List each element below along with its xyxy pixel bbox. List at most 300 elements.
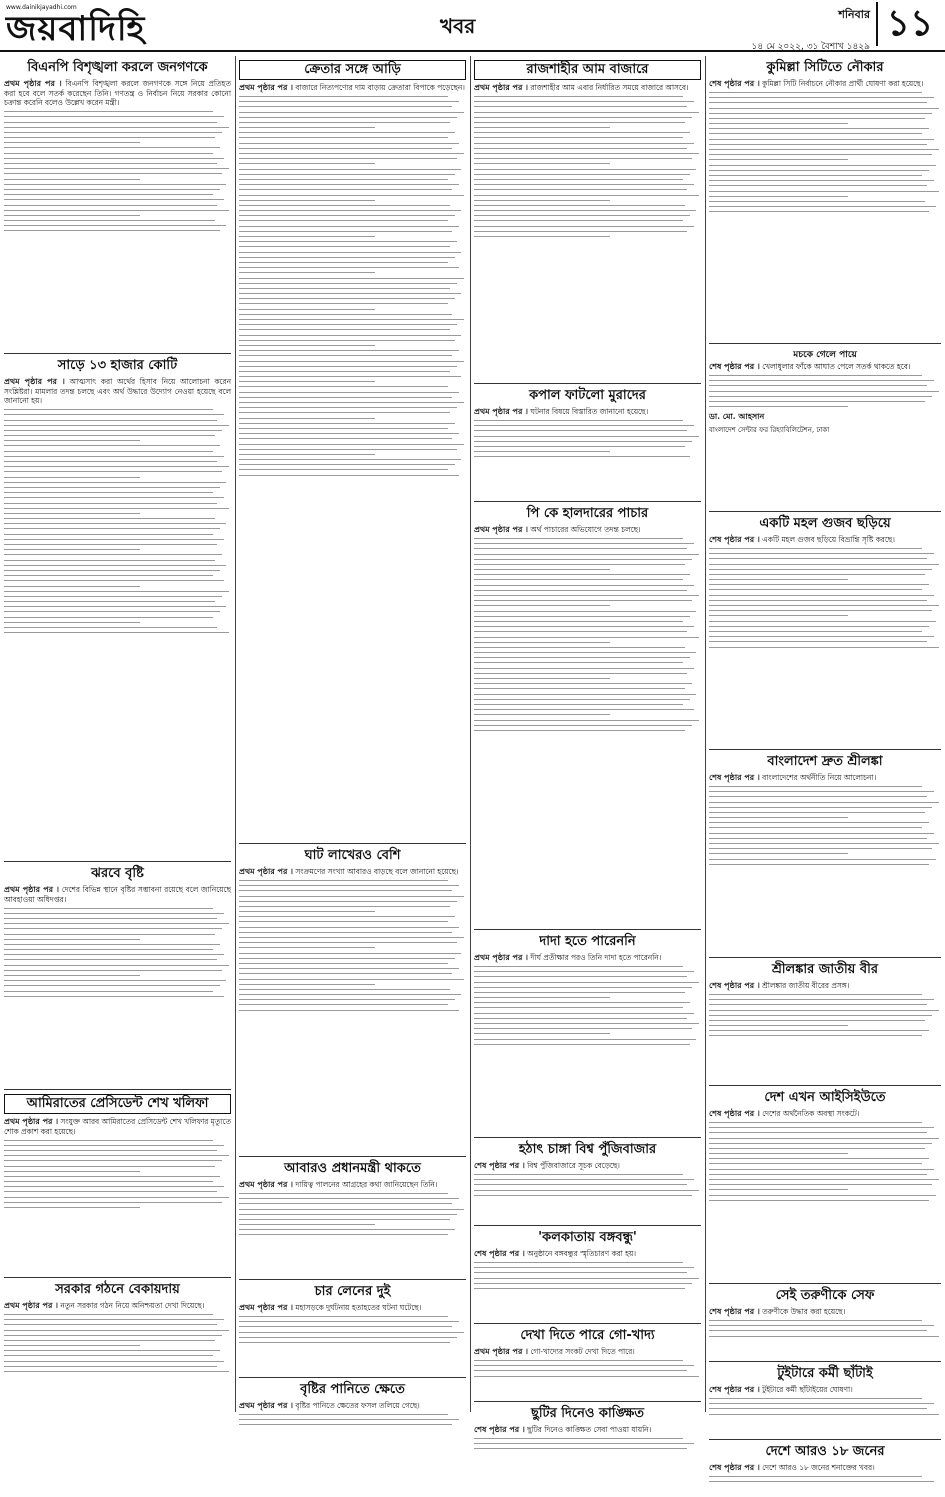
text-line: [4, 1345, 140, 1346]
text-line: [709, 1148, 925, 1149]
text-line: [474, 236, 610, 237]
article-text: দায়িত্ব পালনের আগ্রহের কথা জানিয়েছেন তিনি।: [295, 1180, 438, 1189]
text-line: [4, 580, 224, 581]
text-line: [474, 652, 696, 653]
text-line: [709, 1195, 936, 1196]
text-lines: [239, 96, 466, 476]
text-line: [474, 538, 683, 539]
text-line: [474, 1262, 683, 1263]
article[interactable]: [709, 958, 941, 1086]
article-text: একটি মহল গুজব ছড়িয়ে বিভ্রান্তি সৃষ্টি করছে।: [762, 535, 895, 544]
article[interactable]: [709, 1086, 941, 1284]
text-line: [4, 497, 224, 498]
article-lead: প্রথম পৃষ্ঠার পর ।: [239, 83, 294, 92]
text-line: [4, 451, 213, 452]
text-line: [239, 1326, 452, 1327]
text-line: [709, 1403, 934, 1404]
text-line: [709, 1004, 927, 1005]
text-line: [4, 632, 229, 633]
text-line: [4, 1350, 220, 1351]
text-line: [4, 1202, 222, 1203]
text-line: [4, 1324, 217, 1325]
text-line: [474, 1007, 683, 1008]
text-line: [239, 350, 459, 351]
text-line: [4, 199, 224, 200]
text-line: [709, 553, 934, 554]
text-line: [4, 1191, 217, 1192]
text-line: [474, 1174, 683, 1175]
text-line: [474, 694, 696, 695]
text-line: [474, 153, 699, 154]
text-line: [709, 1158, 929, 1159]
text-line: [474, 637, 699, 638]
text-line: [4, 1335, 222, 1336]
text-line: [4, 435, 215, 436]
article[interactable]: [239, 1280, 466, 1378]
text-line: [4, 534, 213, 535]
text-line: [239, 386, 448, 387]
text-line: [4, 1355, 213, 1356]
article-body: [239, 867, 466, 1011]
article[interactable]: [709, 750, 941, 958]
text-line: [239, 890, 452, 891]
text-line: [239, 1219, 450, 1220]
article-text: ঘটনার বিষয়ে বিস্তারিত জানানো হয়েছে।: [530, 407, 649, 416]
article[interactable]: [709, 1362, 941, 1440]
article[interactable]: [474, 1138, 701, 1226]
article[interactable]: [474, 930, 701, 1138]
text-line: [474, 96, 683, 97]
article-text: আত্মসাৎ করা অর্থের হিসাব নিয়ে আলোচনা করেন সংশ্লিষ্টরা। মামলার তদন্ত চলছে এবং অর্থ উদ্ধারে উদ্যোগ নেওয়া হয়েছে বলে জানানো হয়।: [4, 377, 231, 406]
text-line: [709, 108, 939, 109]
text-line: [474, 725, 692, 726]
article-headline: দাদা হতে পারেননি: [539, 934, 636, 949]
text-line: [4, 1330, 229, 1331]
text-line: [239, 464, 455, 465]
article-text: দেশে আরও ১৮ জনের শনাক্তের খবর।: [762, 1463, 875, 1472]
text-line: [4, 944, 220, 945]
article-body: [709, 1463, 941, 1482]
article-text: ছুটির দিনেও কাঙ্ক্ষিত সেবা পাওয়া যায়নি।: [527, 1425, 652, 1434]
article[interactable]: [474, 1324, 701, 1402]
article-text: শ্রীলঙ্কার জাতীয় বীরের প্রসঙ্গ।: [762, 981, 850, 990]
article-body: [709, 79, 941, 212]
text-line: [474, 626, 694, 627]
text-line: [4, 430, 222, 431]
column-4: [709, 56, 941, 1472]
article[interactable]: [709, 1440, 941, 1497]
article[interactable]: [4, 1278, 231, 1425]
text-line: [239, 293, 461, 294]
text-line: [239, 999, 455, 1000]
text-line: [239, 257, 455, 258]
article[interactable]: [474, 1402, 701, 1469]
text-line: [4, 471, 222, 472]
article-text: সংক্রমণের সংখ্যা আবারও বাড়ছে বলে জানানো হয়েছে।: [295, 867, 459, 876]
text-line: [239, 366, 457, 367]
article-lead: শেষ পৃষ্ঠার পর ।: [709, 362, 760, 371]
text-line: [474, 117, 692, 118]
text-line: [474, 1179, 694, 1180]
text-line: [239, 117, 457, 118]
text-line: [4, 518, 215, 519]
text-line: [474, 127, 610, 128]
text-line: [474, 688, 685, 689]
article-lead: শেষ পৃষ্ঠার পর ।: [709, 981, 760, 990]
article[interactable]: [4, 1090, 231, 1278]
article-lead: শেষ পৃষ্ঠার পর ।: [709, 773, 760, 782]
text-line: [474, 642, 610, 643]
article[interactable]: [239, 844, 466, 1157]
article-lead: প্রথম পৃষ্ঠার পর ।: [239, 867, 294, 876]
text-line: [4, 508, 229, 509]
text-line: [709, 589, 922, 590]
text-line: [239, 112, 464, 113]
text-line: [239, 158, 457, 159]
text-line: [4, 466, 229, 467]
text-line: [709, 1476, 922, 1477]
text-line: [709, 180, 934, 181]
article-lead: শেষ পৃষ্ঠার পর ।: [709, 79, 760, 88]
text-line: [474, 456, 690, 457]
column-divider: [705, 56, 706, 1412]
article-lead: প্রথম পৃষ্ঠার পর ।: [239, 1401, 294, 1410]
poem-block[interactable]: [709, 344, 941, 512]
article-headline: ঝরবে বৃষ্টি: [91, 866, 144, 881]
text-line: [474, 215, 690, 216]
text-line: [709, 864, 929, 865]
text-line: [4, 1340, 215, 1341]
text-line: [239, 1316, 448, 1317]
text-lines: [709, 994, 941, 1037]
article-headline: হঠাৎ চাঙ্গা বিশ্ব পুঁজিবাজার: [518, 1142, 657, 1157]
text-line: [239, 885, 459, 886]
text-line: [709, 165, 936, 166]
text-line: [4, 586, 140, 587]
text-line: [4, 225, 226, 226]
text-line: [474, 971, 694, 972]
text-line: [709, 175, 922, 176]
text-lines: [239, 1193, 466, 1236]
article[interactable]: [4, 56, 231, 354]
text-line: [239, 132, 455, 133]
text-line: [474, 436, 699, 437]
article-lead: প্রথম পৃষ্ঠার পর ।: [4, 79, 62, 88]
text-line: [4, 1371, 229, 1372]
article-text: কুমিল্লা সিটি নির্বাচনে নৌকার প্রার্থী ঘোষণা করা হয়েছে।: [762, 79, 924, 88]
text-line: [239, 345, 375, 346]
text-line: [474, 210, 696, 211]
text-line: [474, 179, 683, 180]
article-headline: একটি মহল গুজব ছড়িয়ে: [759, 516, 891, 531]
text-line: [239, 1224, 375, 1225]
article-lead: প্রথম পৃষ্ঠার পর ।: [4, 1117, 59, 1126]
article-lead: শেষ পৃষ্ঠার পর ।: [709, 535, 760, 544]
text-line: [239, 937, 464, 938]
poem-title: মচকে গেলে পায়ে: [793, 350, 857, 360]
article-body: [709, 535, 941, 648]
text-line: [239, 283, 457, 284]
text-line: [4, 210, 229, 211]
text-line: [239, 947, 375, 948]
text-line: [4, 622, 140, 623]
text-line: [709, 102, 927, 103]
text-line: [239, 169, 461, 170]
text-line: [239, 137, 448, 138]
text-line: [4, 487, 220, 488]
text-line: [239, 335, 461, 336]
text-line: [709, 1398, 922, 1399]
text-line: [474, 143, 694, 144]
text-line: [239, 428, 448, 429]
text-line: [4, 194, 213, 195]
text-line: [709, 843, 939, 844]
text-line: [239, 1203, 452, 1204]
paper-name: জয়বাদিহি: [6, 9, 146, 49]
text-line: [4, 409, 213, 410]
text-line: [4, 1207, 140, 1208]
text-line: [709, 128, 929, 129]
article[interactable]: [474, 502, 701, 930]
text-line: [239, 916, 455, 917]
text-line: [474, 657, 690, 658]
text-line: [239, 973, 452, 974]
article-lead: প্রথম পৃষ্ঠার পর ।: [239, 1303, 294, 1312]
text-lines: [239, 1316, 466, 1343]
text-line: [239, 195, 464, 196]
paper-logo[interactable]: [6, 4, 166, 48]
text-line: [4, 184, 226, 185]
text-line: [709, 118, 925, 119]
text-line: [239, 329, 450, 330]
text-line: [4, 1160, 222, 1161]
article[interactable]: [709, 512, 941, 750]
text-line: [709, 610, 932, 611]
text-line: [239, 994, 461, 995]
article[interactable]: [474, 384, 701, 502]
text-line: [709, 1127, 934, 1128]
text-line: [474, 1448, 687, 1449]
text-lines: [709, 92, 941, 212]
text-line: [709, 139, 934, 140]
text-line: [474, 184, 694, 185]
article-headline: টুইটারে কর্মী ছাঁটাই: [777, 1366, 873, 1381]
text-line: [474, 189, 687, 190]
text-line: [709, 631, 922, 632]
text-line: [4, 158, 224, 159]
text-line: [709, 1325, 934, 1326]
text-line: [474, 590, 687, 591]
text-line: [4, 918, 217, 919]
article-body: [474, 1161, 701, 1196]
text-line: [4, 908, 213, 909]
text-line: [239, 143, 459, 144]
text-line: [239, 412, 450, 413]
article-headline: সেই তরুণীকে সেফ: [775, 1288, 875, 1303]
text-line: [474, 621, 683, 622]
text-line: [239, 906, 450, 907]
text-line: [239, 220, 448, 221]
text-lines: [4, 111, 231, 231]
text-line: [709, 827, 922, 828]
text-line: [474, 574, 690, 575]
text-line: [709, 796, 927, 797]
text-line: [239, 272, 375, 273]
text-line: [474, 662, 683, 663]
text-line: [709, 812, 925, 813]
text-line: [709, 791, 934, 792]
text-line: [474, 714, 610, 715]
text-line: [239, 475, 459, 476]
text-line: [709, 1414, 939, 1415]
text-line: [239, 371, 450, 372]
text-line: [474, 668, 694, 669]
text-line: [474, 1028, 692, 1029]
text-line: [474, 1278, 699, 1279]
text-line: [239, 252, 461, 253]
text-line: [709, 385, 927, 386]
article-body: [239, 1401, 466, 1425]
text-line: [4, 934, 215, 935]
text-line: [4, 523, 226, 524]
article-lead: প্রথম পৃষ্ঠার পর ।: [474, 525, 529, 534]
text-line: [239, 1342, 450, 1343]
text-line: [239, 459, 461, 460]
text-line: [239, 200, 375, 201]
text-line: [709, 817, 848, 818]
text-line: [4, 554, 222, 555]
text-line: [709, 848, 932, 849]
article-text: বাংলাদেশের অর্থনীতি নিয়ে আলোচনা।: [762, 773, 877, 782]
text-line: [474, 1288, 685, 1289]
article-body: [709, 773, 941, 865]
text-line: [4, 591, 229, 592]
article[interactable]: [474, 56, 701, 384]
text-line: [4, 528, 220, 529]
text-line: [474, 611, 696, 612]
text-line: [709, 1122, 922, 1123]
article-headline: ক্রেতার সঙ্গে আড়ি: [239, 60, 466, 80]
article-headline: বৃষ্টির পানিতে ক্ষেতে: [300, 1382, 405, 1397]
text-line: [4, 1171, 140, 1172]
text-line: [239, 340, 455, 341]
article-headline: ঘাট লাখেরও বেশি: [304, 848, 401, 863]
text-line: [709, 569, 932, 570]
text-line: [239, 376, 461, 377]
text-line: [239, 1332, 464, 1333]
article-text: বাজারে নিত্যপণ্যের দাম বাড়ায় ক্রেতারা বিপাকে পড়েছেন।: [295, 83, 465, 92]
text-line: [4, 985, 220, 986]
text-line: [239, 958, 455, 959]
article-lead: শেষ পৃষ্ঠার পর ।: [709, 1385, 760, 1394]
text-line: [239, 241, 457, 242]
article[interactable]: [4, 354, 231, 862]
date-block: [700, 6, 870, 54]
text-line: [474, 595, 699, 596]
text-line: [239, 1234, 448, 1235]
article[interactable]: [709, 56, 941, 344]
text-line: [474, 226, 694, 227]
article[interactable]: [239, 1157, 466, 1280]
article[interactable]: [474, 1226, 701, 1324]
text-line: [239, 402, 464, 403]
text-lines: [709, 548, 941, 648]
text-line: [474, 441, 692, 442]
article[interactable]: [709, 1284, 941, 1362]
text-line: [239, 163, 375, 164]
text-line: [474, 987, 692, 988]
text-line: [709, 822, 929, 823]
text-line: [709, 113, 932, 114]
text-line: [474, 543, 694, 544]
text-line: [474, 683, 692, 684]
article-headline: সরকার গঠনে বেকায়দায়: [55, 1282, 180, 1297]
text-line: [474, 631, 687, 632]
article-body: [4, 1301, 231, 1372]
article[interactable]: [4, 862, 231, 1090]
article-lead: শেষ পৃষ্ঠার পর ।: [474, 1249, 525, 1258]
text-line: [709, 1336, 939, 1337]
text-line: [239, 148, 452, 149]
article-text: দেশের অর্থনৈতিক অবস্থা সংকটে।: [762, 1109, 860, 1118]
article-body: [709, 1385, 941, 1415]
text-line: [709, 1408, 927, 1409]
text-line: [4, 1181, 213, 1182]
text-line: [4, 116, 224, 117]
text-lines: [474, 538, 701, 731]
text-line: [474, 430, 687, 431]
text-lines: [474, 1360, 701, 1377]
text-line: [239, 932, 452, 933]
text-line: [4, 601, 215, 602]
text-line: [239, 262, 448, 263]
text-line: [709, 154, 932, 155]
text-lines: [709, 786, 941, 865]
text-line: [239, 288, 450, 289]
text-line: [474, 720, 699, 721]
text-line: [709, 1189, 848, 1190]
text-line: [474, 982, 699, 983]
article[interactable]: [239, 1378, 466, 1445]
article-headline: আমিরাতের প্রেসিডেন্ট শেখ খলিফা: [4, 1094, 231, 1114]
text-line: [709, 375, 922, 376]
text-lines: [474, 1174, 701, 1196]
text-line: [4, 544, 217, 545]
text-line: [4, 923, 229, 924]
article[interactable]: [239, 56, 466, 844]
article-lead: প্রথম পৃষ্ঠার পর ।: [474, 83, 529, 92]
article-lead: প্রথম পৃষ্ঠার পর ।: [474, 953, 529, 962]
text-line: [239, 880, 448, 881]
text-line: [709, 1025, 848, 1026]
text-line: [4, 560, 215, 561]
text-line: [239, 309, 375, 310]
text-line: [474, 1002, 690, 1003]
text-line: [239, 355, 452, 356]
text-line: [4, 1155, 229, 1156]
text-line: [239, 979, 464, 980]
text-line: [4, 456, 224, 457]
article-text: মহাসড়কে দুর্ঘটনায় হতাহতের ঘটনা ঘটেছে।: [295, 1303, 422, 1312]
column-1: [4, 56, 231, 1412]
text-line: [709, 1174, 927, 1175]
text-line: [239, 210, 461, 211]
text-line: [239, 127, 375, 128]
article-lead: শেষ পৃষ্ঠার পর ।: [474, 1161, 525, 1170]
text-line: [4, 1186, 224, 1187]
text-line: [474, 132, 690, 133]
text-line: [4, 570, 220, 571]
